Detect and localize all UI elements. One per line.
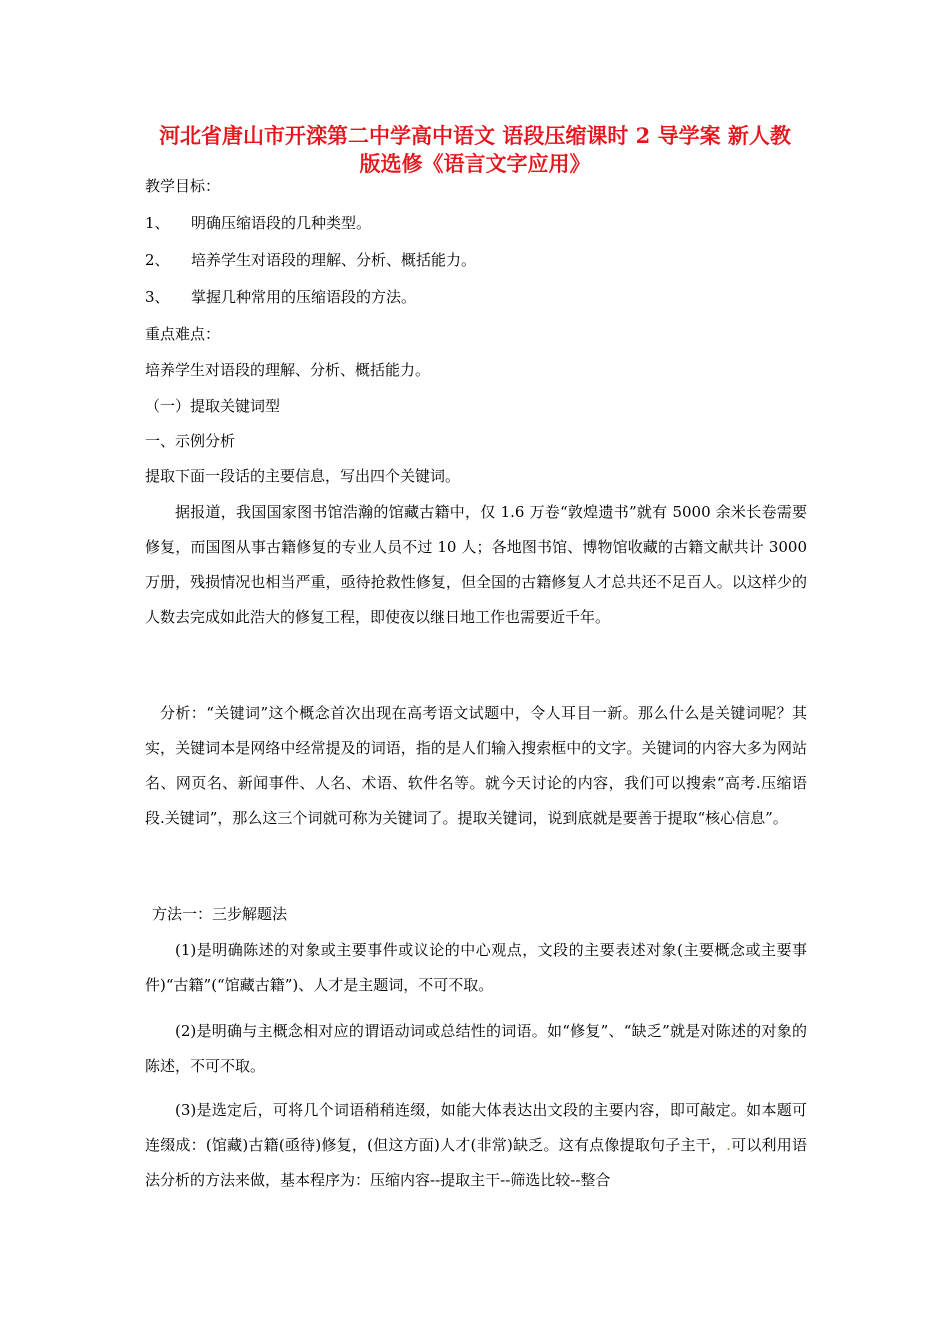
document-title-line-2: 版选修《语言文字应用》: [359, 151, 591, 176]
method-step-3: [145, 1093, 807, 1198]
objective-item: [145, 250, 476, 270]
example-passage: 据报道，我国国家图书馆浩瀚的馆藏古籍中，仅 1.6 万卷“敦煌遗书”就有 5000 余米长卷需要修复，而国图从事古籍修复的专业人员不过 10 人；各地图书馆、博物馆收藏的古籍文献共计 3000 万册，残损情况也相当严重，亟待抢救性修复，但全国的古籍修复人才总共还不足百人。以这样少的人数去完成如此浩大的修复工程，即使夜以继日地工作也需要近千年。: [145, 503, 807, 626]
objective-number: 1、: [145, 214, 170, 232]
objective-text: 掌握几种常用的压缩语段的方法。: [191, 288, 417, 306]
difficulty-text: 培养学生对语段的理解、分析、概括能力。: [145, 361, 431, 379]
analysis-paragraph: 分析：“关键词”这个概念首次出现在高考语文试题中，令人耳目一新。那么什么是关键词呢？其实，关键词本是网络中经常提及的词语，指的是人们输入搜索框中的文字。关键词的内容大多为网站名、网页名、新闻事件、人名、术语、软件名等。就今天讨论的内容，我们可以搜索“高考.压缩语段.关键词”，那么这三个词就可称为关键词了。提取关键词，说到底就是要善于提取“核心信息”。: [145, 704, 807, 827]
objective-text: 培养学生对语段的理解、分析、概括能力。: [191, 251, 477, 269]
objective-item: [145, 287, 416, 307]
objective-number: 2、: [145, 251, 170, 269]
method-step-2: [145, 1014, 807, 1084]
example-heading: 一、示例分析: [145, 432, 236, 450]
objective-item: [145, 213, 371, 233]
method-step-1: (1)是明确陈述的对象或主要事件或议论的中心观点，文段的主要表述对象(主要概念或主要事件)“古籍”(“馆藏古籍”)、人才是主题词，不可不取。: [145, 941, 807, 994]
step-3-dot-mark: .: [726, 1136, 731, 1154]
step-2-part-b: 确与主概念相对应的谓语动词或总结性的词语。如“修复”、“缺乏”就是对陈述的对象的陈述，不可不取。: [145, 1022, 807, 1075]
document-title-line-1: 河北省唐山市开滦第二中学高中语文 语段压缩课时 2 导学案 新人教: [159, 123, 791, 148]
task-text: 提取下面一段话的主要信息，写出四个关键词。: [145, 467, 461, 485]
type-heading: （一）提取关键词型: [145, 397, 281, 415]
step-3-part-b: 可以利用语法分析的方法来做，基本程序为：压缩内容--提取主干--筛选比较--整合: [145, 1136, 807, 1189]
objectives-heading: 教学目标：: [145, 177, 221, 195]
step-3-part-a: (3)是选定后，可将几个词语稍稍连缀，如能大体表达出文段的主要内容，即可敲定。如本题可连缀成：(馆藏)古籍(亟待)修复，(但这方面)人才(非常)缺乏。这有点像提取句子主干，: [145, 1101, 807, 1154]
objective-number: 3、: [145, 288, 170, 306]
difficulty-heading: 重点难点：: [145, 325, 221, 343]
method-heading: 方法一：三步解题法: [152, 905, 288, 923]
step-2-part-a: (2)是明: [175, 1022, 227, 1040]
objective-text: 明确压缩语段的几种类型。: [191, 214, 372, 232]
